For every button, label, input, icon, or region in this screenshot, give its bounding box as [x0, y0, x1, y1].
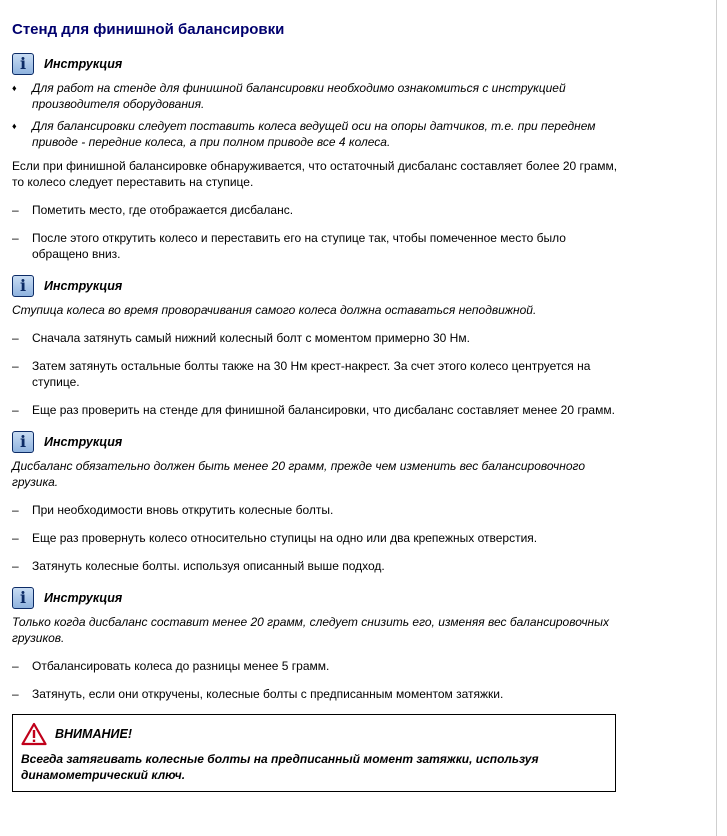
info-icon: i [12, 53, 34, 75]
step-item: – Затем затянуть остальные болты также на 30 Нм крест-накрест. За счет этого колесо центруется на ступице. [12, 358, 624, 390]
step-item: – Пометить место, где отображается дисбаланс. [12, 202, 624, 218]
warning-text: Всегда затягивать колесные болты на предписанный момент затяжки, используя динамометрический ключ. [21, 752, 539, 782]
note-label: Инструкция [44, 591, 123, 605]
note-bullet-item: ♦ Для работ на стенде для финишной балансировки необходимо ознакомиться с инструкцией производителя оборудования. [12, 80, 632, 112]
note-label: Инструкция [44, 279, 123, 293]
step-item: – Сначала затянуть самый нижний колесный болт с моментом примерно 30 Нм. [12, 330, 624, 346]
note-bullet-item: ♦ Для балансировки следует поставить колеса ведущей оси на опоры датчиков, т.е. при переднем приводе - передние колеса, а при полном приводе все 4 колеса. [12, 118, 632, 150]
note-text: Дисбаланс обязательно должен быть менее 20 грамм, прежде чем изменить вес балансировочного грузика. [12, 459, 585, 489]
info-icon: i [12, 431, 34, 453]
warning-triangle-icon [21, 722, 47, 746]
note-text: Только когда дисбаланс составит менее 20 грамм, следует снизить его, изменяя вес балансировочных грузиков. [12, 615, 609, 645]
body-paragraph: Если при финишной балансировке обнаруживается, что остаточный дисбаланс составляет более 20 грамм, то колесо следует переставить на ступице. [12, 159, 618, 189]
info-icon: i [12, 587, 34, 609]
step-item: – Еще раз проверить на стенде для финишной балансировки, что дисбаланс составляет менее 20 грамм. [12, 402, 624, 418]
warning-header [21, 721, 607, 747]
note-text: Ступица колеса во время проворачивания самого колеса должна оставаться неподвижной. [12, 303, 537, 317]
note-header [12, 52, 716, 76]
page-title: Стенд для финишной балансировки [12, 21, 285, 38]
note-label: Инструкция [44, 435, 123, 449]
note-header [12, 274, 716, 298]
note-header [12, 430, 716, 454]
info-icon: i [12, 275, 34, 297]
step-item: – После этого открутить колесо и переставить его на ступице так, чтобы помеченное место было обращено вниз. [12, 230, 624, 262]
step-item: – Еще раз провернуть колесо относительно ступицы на одно или два крепежных отверстия. [12, 530, 624, 546]
step-item: – Затянуть, если они откручены, колесные болты с предписанным моментом затяжки. [12, 686, 624, 702]
warning-label: ВНИМАНИЕ! [55, 727, 133, 741]
step-item: – Затянуть колесные болты. используя описанный выше подход. [12, 558, 624, 574]
step-item: – Отбалансировать колеса до разницы менее 5 грамм. [12, 658, 624, 674]
note-label: Инструкция [44, 57, 123, 71]
step-item: – При необходимости вновь открутить колесные болты. [12, 502, 624, 518]
note-bullet-list [12, 80, 716, 150]
note-header [12, 586, 716, 610]
warning-box [12, 714, 616, 792]
